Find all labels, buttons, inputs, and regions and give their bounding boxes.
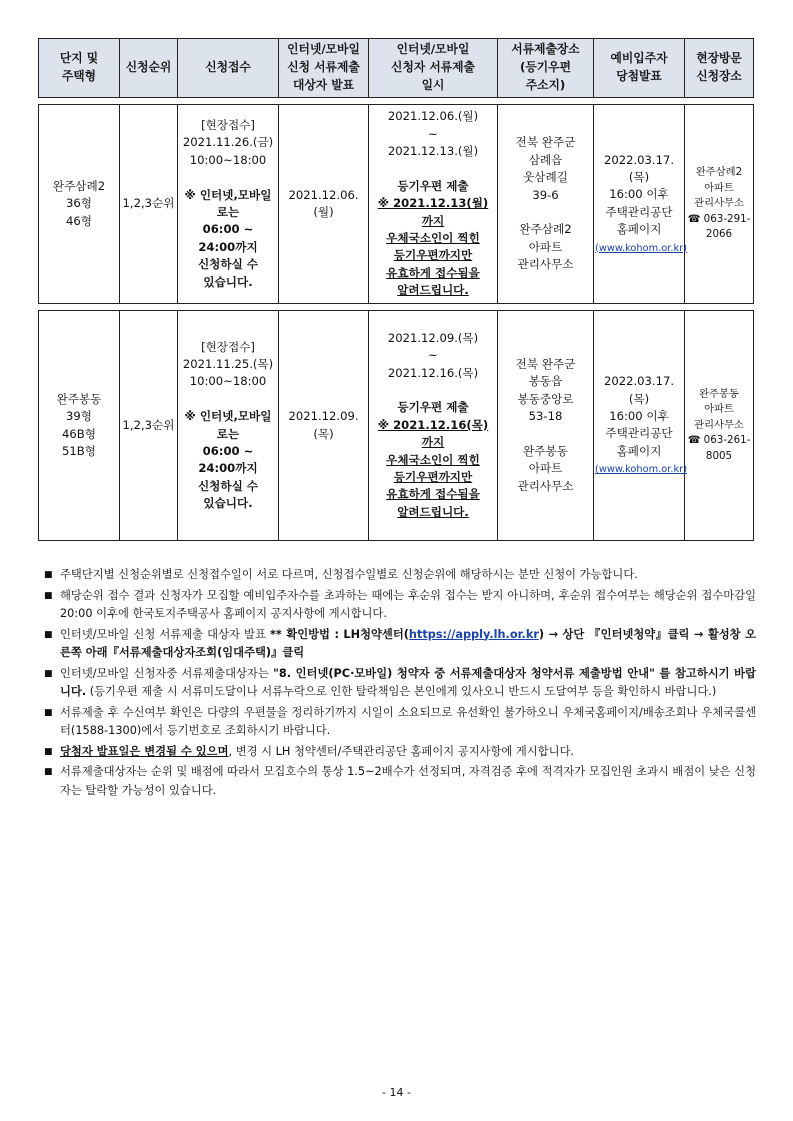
note-item: ■ 서류제출대상자는 순위 및 배점에 따라서 모집호수의 통상 1.5~2배수가 선정되며, 자격검증 후에 적격자가 모집인원 초과시 배점이 낮은 신청자는 탈락할 가능성이 있습니다.: [44, 765, 756, 797]
page-number: - 14 -: [382, 1086, 411, 1099]
submission-place-cell: 전북 완주군 봉동읍 봉동중앙로 53-18 완주봉동 아파트 관리사무소: [498, 311, 594, 541]
note-item: ■ 당첨자 발표일은 변경될 수 있으며, 변경 시 LH 청약센터/주택관리공단 홈페이지 공지사항에 게시합니다.: [44, 743, 756, 762]
header-rank: 신청순위: [120, 39, 178, 98]
note-item: ■ 해당순위 접수 결과 신청자가 모집할 예비입주자수를 초과하는 때에는 후순위 접수는 받지 아니하며, 후순위 접수여부는 해당순위 접수마감일 20:00 이후에 한국토지주택공사 홈페이지 공지사항에 게시합니다.: [44, 588, 756, 620]
bullet-icon: ■: [44, 629, 53, 640]
header-visit-place: 현장방문 신청장소: [685, 39, 754, 98]
submission-period-cell: 2021.12.06.(월) ~ 2021.12.13.(월) 등기우편 제출 ※ 2021.12.13(월) 까지 우체국소인이 찍힌 등기우편까지만 유효하게 접수됨을 알려드립니다.: [369, 105, 498, 304]
note-item: ■ 인터넷/모바일 신청자중 서류제출대상자는 "8. 인터넷(PC·모바일) 청약자 중 서류제출대상자 청약서류 제출방법 안내" 를 참고하시기 바랍니다. (등기우편 제출 시 서류미도달이나 서류누락으로 인한 탈락책임은 본인에게 있사오니 반드시 도달여부 등을 확인하시 바랍니다.): [44, 666, 756, 698]
kohom-link[interactable]: (www.kohom.or.kr): [595, 464, 688, 476]
header-document-submission: 인터넷/모바일 신청자 서류제출 일시: [369, 39, 498, 98]
announcement-date-cell: 2021.12.06.(월): [279, 105, 369, 304]
winner-announcement-cell: 2022.03.17.(목) 16:00 이후 주택관리공단 홈페이지 (www.kohom.or.kr): [594, 105, 685, 304]
bullet-icon: ■: [44, 668, 53, 679]
note-item: ■ 주택단지별 신청순위별로 신청접수일이 서로 다르며, 신청접수일별로 신청순위에 해당하시는 분만 신청이 가능합니다.: [44, 566, 756, 585]
phone-number: ☎ 063-291-2066: [687, 212, 751, 241]
table-header-row: [39, 39, 754, 98]
submission-place-cell: 전북 완주군 삼례읍 웃삼례길 39-6 완주삼례2 아파트 관리사무소: [498, 105, 594, 304]
header-online-announcement: 인터넷/모바일 신청 서류제출 대상자 발표: [279, 39, 369, 98]
header-application: 신청접수: [178, 39, 279, 98]
visit-place-cell: 완주삼례2 아파트 관리사무소 ☎ 063-291-2066: [685, 105, 754, 304]
kohom-link[interactable]: (www.kohom.or.kr): [595, 242, 688, 254]
lh-apply-link[interactable]: https://apply.lh.or.kr: [408, 627, 539, 641]
phone-number: ☎ 063-261-8005: [687, 434, 751, 462]
bullet-icon: ■: [44, 746, 53, 757]
announcement-date-cell: 2021.12.09.(목): [279, 311, 369, 541]
rank-cell: 1,2,3순위: [120, 105, 178, 304]
note-item: ■ 인터넷/모바일 신청 서류제출 대상자 발표 ** 확인방법 : LH청약센터(https://apply.lh.or.kr) → 상단 『인터넷청약』클릭 → 활성창 오른쪽 아래『서류제출대상자조회(임대주택)』클릭: [44, 627, 756, 659]
notes-list: [44, 566, 756, 802]
bullet-icon: ■: [44, 590, 53, 601]
winner-announcement-cell: 2022.03.17.(목) 16:00 이후 주택관리공단 홈페이지 (www.kohom.or.kr): [594, 311, 685, 541]
header-winner-announcement: 예비입주자 당첨발표: [594, 39, 685, 98]
bullet-icon: ■: [44, 707, 53, 718]
complex-cell: 완주삼례2 36형 46형: [39, 105, 120, 304]
bullet-icon: ■: [44, 570, 53, 580]
table-row: [39, 105, 754, 304]
table-row: [39, 311, 754, 541]
application-cell: [현장접수] 2021.11.26.(금) 10:00~18:00 ※ 인터넷,모바일 로는 06:00 ~ 24:00까지 신청하실 수 있습니다.: [178, 105, 279, 304]
complex-cell: 완주봉동 39형 46B형 51B형: [39, 311, 120, 541]
rank-cell: 1,2,3순위: [120, 311, 178, 541]
bullet-icon: ■: [44, 767, 53, 777]
application-cell: [현장접수] 2021.11.25.(목) 10:00~18:00 ※ 인터넷,모바일 로는 06:00 ~ 24:00까지 신청하실 수 있습니다.: [178, 311, 279, 541]
header-complex: 단지 및 주택형: [39, 39, 120, 98]
application-schedule-table: [38, 38, 753, 541]
header-submission-place: 서류제출장소 (등기우편 주소지): [498, 39, 594, 98]
submission-period-cell: 2021.12.09.(목) ~ 2021.12.16.(목) 등기우편 제출 ※ 2021.12.16(목) 까지 우체국소인이 찍힌 등기우편까지만 유효하게 접수됨을 알려드립니다.: [369, 311, 498, 541]
visit-place-cell: 완주봉동 아파트 관리사무소 ☎ 063-261-8005: [685, 311, 754, 541]
note-item: ■ 서류제출 후 수신여부 확인은 다량의 우편물을 정리하기까지 시일이 소요되므로 유선확인 불가하오니 우체국홈페이지/배송조회나 우체국콜센터(1588-1300)에서 등기번호로 조회하시기 바랍니다.: [44, 705, 756, 737]
